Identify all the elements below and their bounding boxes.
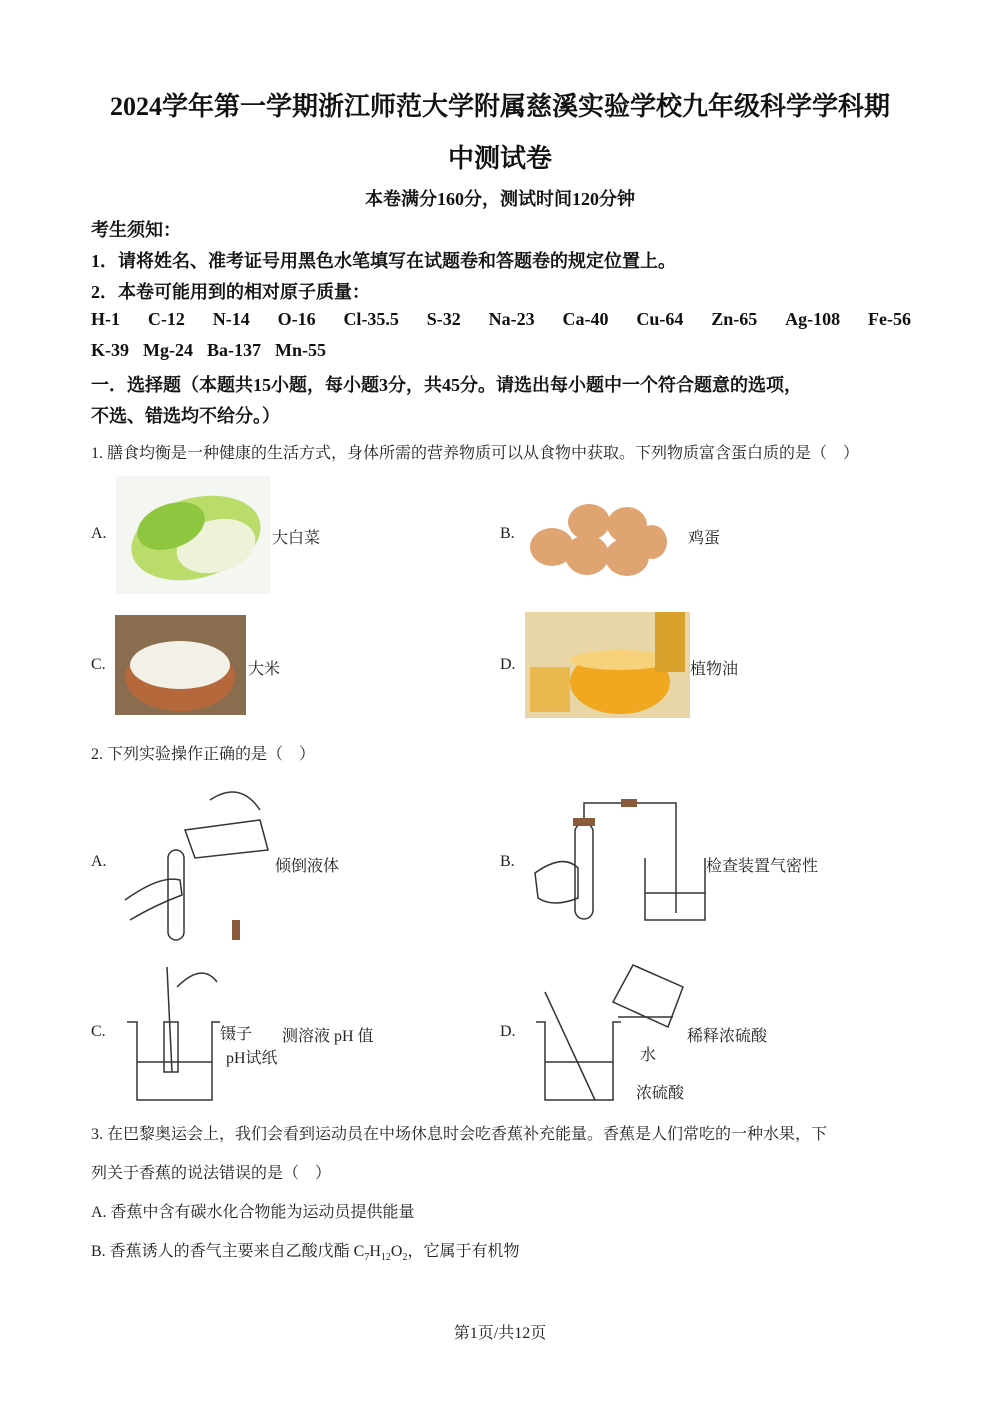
subscript: 7 [364, 1252, 370, 1264]
q3-option-b [91, 1238, 520, 1263]
mass: N-14 [212, 309, 250, 329]
q1-option-b-text: 鸡蛋 [688, 530, 721, 547]
subscript: 2 [402, 1252, 408, 1264]
pour-liquid-diagram [120, 780, 280, 945]
mass: Cu-64 [636, 309, 684, 329]
page-footer: 第1页/共12页 [453, 1325, 547, 1342]
q2-option-c-letter: C. [91, 1023, 106, 1040]
q3-stem-line2: 列关于香蕉的说法错误的是（ ） [91, 1165, 332, 1182]
tweezers-label: 镊子 [220, 1026, 253, 1043]
mass: K-39 [91, 340, 129, 360]
mass: Na-23 [488, 309, 535, 329]
mass: Ag-108 [785, 309, 841, 329]
notice-heading: 考生须知： [91, 220, 181, 240]
q1-option-c-text: 大米 [248, 661, 281, 678]
q1-stem: 1. 膳食均衡是一种健康的生活方式，身体所需的营养物质可以从食物中获取。下列物质富含蛋白质的是（ ） [91, 445, 860, 462]
subtitle: 本卷满分160分，测试时间120分钟 [365, 189, 635, 209]
q3-option-b-suffix: ，它属于有机物 [407, 1243, 520, 1260]
q1-option-d-text: 植物油 [690, 661, 739, 678]
notice-item-1: 1．请将姓名、准考证号用黑色水笔填写在试题卷和答题卷的规定位置上。 [91, 251, 676, 271]
q1-option-c-letter: C. [91, 656, 106, 673]
mass: H-1 [91, 309, 120, 329]
mass: Fe-56 [868, 309, 911, 329]
q1-option-a-letter: A. [91, 525, 107, 542]
q2-option-a-text: 倾倒液体 [275, 858, 340, 875]
ph-test-diagram [122, 962, 222, 1102]
mass: C-12 [147, 309, 185, 329]
q3-stem-line1: 3. 在巴黎奥运会上，我们会看到运动员在中场休息时会吃香蕉补充能量。香蕉是人们常吃的一种水果，下 [91, 1126, 828, 1143]
mass: S-32 [426, 309, 461, 329]
atomic-masses-row1 [91, 309, 911, 330]
q2-stem: 2. 下列实验操作正确的是（ ） [91, 746, 316, 763]
water-label: 水 [640, 1047, 657, 1064]
q1-option-d-letter: D. [500, 656, 516, 673]
q2-option-a-letter: A. [91, 853, 107, 870]
atomic-masses-row2 [91, 340, 348, 361]
mass: Zn-65 [711, 309, 758, 329]
q3-option-b-prefix: B. 香蕉诱人的香气主要来自乙酸戊酯 C [91, 1243, 365, 1260]
mass: Mg-24 [143, 340, 193, 360]
subscript: 12 [380, 1252, 391, 1264]
q2-option-d-letter: D. [500, 1023, 516, 1040]
vegetable-oil-image [525, 612, 690, 718]
mass: Mn-55 [274, 340, 326, 360]
title-line2: 中测试卷 [447, 144, 552, 173]
rice-image [115, 615, 246, 715]
eggs-image [527, 497, 667, 578]
q2-option-b-text: 检查装置气密性 [706, 858, 819, 875]
ph-paper-label: pH试纸 [226, 1050, 278, 1067]
section-heading-line2: 不选、错选均不给分。） [91, 406, 280, 426]
q1-option-b-letter: B. [500, 525, 515, 542]
q1-option-a-text: 大白菜 [272, 530, 321, 547]
title-line1: 2024学年第一学期浙江师范大学附属慈溪实验学校九年级科学学科期 [109, 92, 890, 121]
mass: Ca-40 [562, 309, 609, 329]
mass: O-16 [277, 309, 316, 329]
cabbage-image [116, 476, 270, 594]
formula-o: O [390, 1243, 403, 1260]
airtightness-diagram [533, 798, 708, 923]
formula-h: H [369, 1243, 381, 1260]
q3-option-a: A. 香蕉中含有碳水化合物能为运动员提供能量 [91, 1204, 415, 1221]
q2-option-d-text: 稀释浓硫酸 [687, 1028, 768, 1045]
section-heading-line1: 一．选择题（本题共15小题，每小题3分，共45分。请选出每小题中一个符合题意的选项， [91, 375, 802, 395]
q2-option-b-letter: B. [500, 853, 515, 870]
q2-option-c-text: 测溶液 pH 值 [282, 1028, 374, 1045]
mass: Cl-35.5 [343, 309, 399, 329]
acid-label: 浓硫酸 [636, 1085, 685, 1102]
notice-item-2: 2．本卷可能用到的相对原子质量： [91, 282, 370, 302]
mass: Ba-137 [206, 340, 261, 360]
